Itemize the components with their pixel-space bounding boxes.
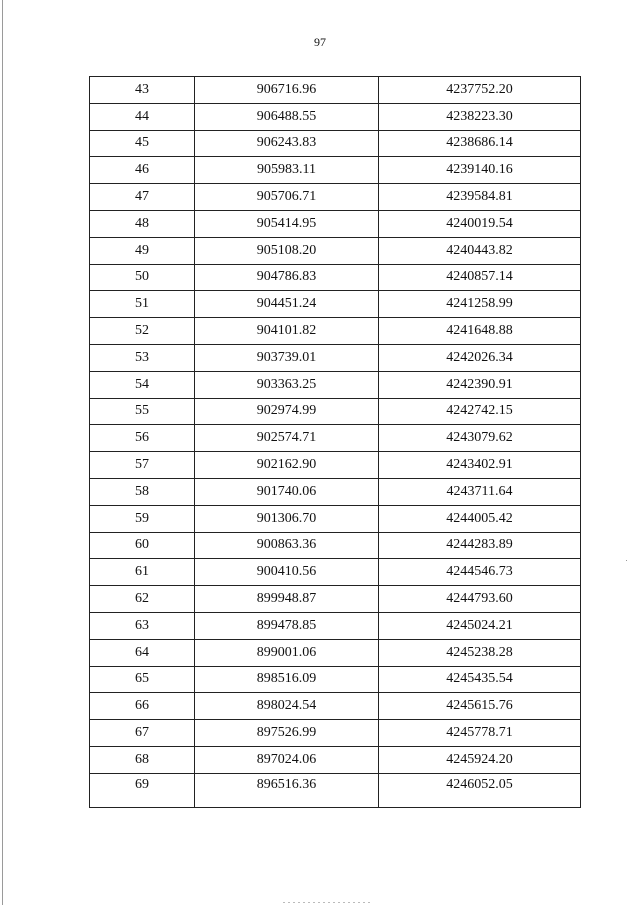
table-row [90, 291, 581, 318]
table-row [90, 478, 581, 505]
point-number-cell: 61 [90, 559, 195, 586]
y-coordinate-cell: 4238686.14 [379, 130, 581, 157]
point-number-cell: 69 [90, 773, 195, 807]
point-number-cell: 45 [90, 130, 195, 157]
x-coordinate-cell: 905108.20 [195, 237, 379, 264]
point-number-cell: 59 [90, 505, 195, 532]
table-row [90, 425, 581, 452]
table-row [90, 371, 581, 398]
point-number-cell: 63 [90, 612, 195, 639]
y-coordinate-cell: 4238223.30 [379, 103, 581, 130]
y-coordinate-cell: 4245924.20 [379, 746, 581, 773]
point-number-cell: 67 [90, 720, 195, 747]
y-coordinate-cell: 4244793.60 [379, 586, 581, 613]
point-number-cell: 53 [90, 344, 195, 371]
table-row [90, 639, 581, 666]
x-coordinate-cell: 904786.83 [195, 264, 379, 291]
point-number-cell: 52 [90, 318, 195, 345]
y-coordinate-cell: 4239140.16 [379, 157, 581, 184]
x-coordinate-cell: 900863.36 [195, 532, 379, 559]
y-coordinate-cell: 4240019.54 [379, 210, 581, 237]
x-coordinate-cell: 901306.70 [195, 505, 379, 532]
table-row [90, 264, 581, 291]
table-row [90, 666, 581, 693]
table-row [90, 452, 581, 479]
point-number-cell: 65 [90, 666, 195, 693]
x-coordinate-cell: 904101.82 [195, 318, 379, 345]
y-coordinate-cell: 4245435.54 [379, 666, 581, 693]
scan-speck [626, 560, 627, 561]
x-coordinate-cell: 901740.06 [195, 478, 379, 505]
y-coordinate-cell: 4240443.82 [379, 237, 581, 264]
table-row [90, 130, 581, 157]
x-coordinate-cell: 899948.87 [195, 586, 379, 613]
point-number-cell: 48 [90, 210, 195, 237]
y-coordinate-cell: 4241648.88 [379, 318, 581, 345]
point-number-cell: 68 [90, 746, 195, 773]
table-row [90, 532, 581, 559]
point-number-cell: 55 [90, 398, 195, 425]
x-coordinate-cell: 897024.06 [195, 746, 379, 773]
table-row [90, 344, 581, 371]
table-row [90, 505, 581, 532]
x-coordinate-cell: 896516.36 [195, 773, 379, 807]
table-row [90, 398, 581, 425]
table-row [90, 210, 581, 237]
y-coordinate-cell: 4239584.81 [379, 184, 581, 211]
point-number-cell: 56 [90, 425, 195, 452]
y-coordinate-cell: 4245024.21 [379, 612, 581, 639]
x-coordinate-cell: 902974.99 [195, 398, 379, 425]
x-coordinate-cell: 899001.06 [195, 639, 379, 666]
y-coordinate-cell: 4244546.73 [379, 559, 581, 586]
x-coordinate-cell: 905414.95 [195, 210, 379, 237]
x-coordinate-cell: 903363.25 [195, 371, 379, 398]
point-number-cell: 60 [90, 532, 195, 559]
x-coordinate-cell: 897526.99 [195, 720, 379, 747]
point-number-cell: 49 [90, 237, 195, 264]
point-number-cell: 58 [90, 478, 195, 505]
y-coordinate-cell: 4241258.99 [379, 291, 581, 318]
x-coordinate-cell: 903739.01 [195, 344, 379, 371]
table-row [90, 773, 581, 807]
point-number-cell: 54 [90, 371, 195, 398]
point-number-cell: 57 [90, 452, 195, 479]
x-coordinate-cell: 899478.85 [195, 612, 379, 639]
scan-bottom-mark [283, 902, 373, 903]
y-coordinate-cell: 4246052.05 [379, 773, 581, 807]
point-number-cell: 47 [90, 184, 195, 211]
coordinates-table [89, 76, 581, 808]
point-number-cell: 50 [90, 264, 195, 291]
table-row [90, 559, 581, 586]
y-coordinate-cell: 4237752.20 [379, 77, 581, 104]
y-coordinate-cell: 4244283.89 [379, 532, 581, 559]
x-coordinate-cell: 900410.56 [195, 559, 379, 586]
table-row [90, 318, 581, 345]
table-row [90, 103, 581, 130]
x-coordinate-cell: 906716.96 [195, 77, 379, 104]
table-row [90, 612, 581, 639]
point-number-cell: 44 [90, 103, 195, 130]
y-coordinate-cell: 4245778.71 [379, 720, 581, 747]
y-coordinate-cell: 4240857.14 [379, 264, 581, 291]
y-coordinate-cell: 4245238.28 [379, 639, 581, 666]
table-row [90, 586, 581, 613]
y-coordinate-cell: 4243711.64 [379, 478, 581, 505]
point-number-cell: 64 [90, 639, 195, 666]
table-row [90, 157, 581, 184]
y-coordinate-cell: 4245615.76 [379, 693, 581, 720]
table-row [90, 693, 581, 720]
y-coordinate-cell: 4242742.15 [379, 398, 581, 425]
table-row [90, 237, 581, 264]
x-coordinate-cell: 906488.55 [195, 103, 379, 130]
point-number-cell: 62 [90, 586, 195, 613]
page-edge-line [2, 0, 3, 905]
page-number: 97 [314, 35, 326, 49]
table-row [90, 184, 581, 211]
y-coordinate-cell: 4244005.42 [379, 505, 581, 532]
table-row [90, 77, 581, 104]
coordinates-table-body [90, 77, 581, 808]
point-number-cell: 43 [90, 77, 195, 104]
point-number-cell: 66 [90, 693, 195, 720]
y-coordinate-cell: 4242390.91 [379, 371, 581, 398]
x-coordinate-cell: 902162.90 [195, 452, 379, 479]
x-coordinate-cell: 904451.24 [195, 291, 379, 318]
y-coordinate-cell: 4242026.34 [379, 344, 581, 371]
x-coordinate-cell: 905706.71 [195, 184, 379, 211]
x-coordinate-cell: 898516.09 [195, 666, 379, 693]
point-number-cell: 46 [90, 157, 195, 184]
point-number-cell: 51 [90, 291, 195, 318]
x-coordinate-cell: 906243.83 [195, 130, 379, 157]
x-coordinate-cell: 905983.11 [195, 157, 379, 184]
x-coordinate-cell: 902574.71 [195, 425, 379, 452]
x-coordinate-cell: 898024.54 [195, 693, 379, 720]
y-coordinate-cell: 4243079.62 [379, 425, 581, 452]
y-coordinate-cell: 4243402.91 [379, 452, 581, 479]
table-row [90, 746, 581, 773]
table-row [90, 720, 581, 747]
